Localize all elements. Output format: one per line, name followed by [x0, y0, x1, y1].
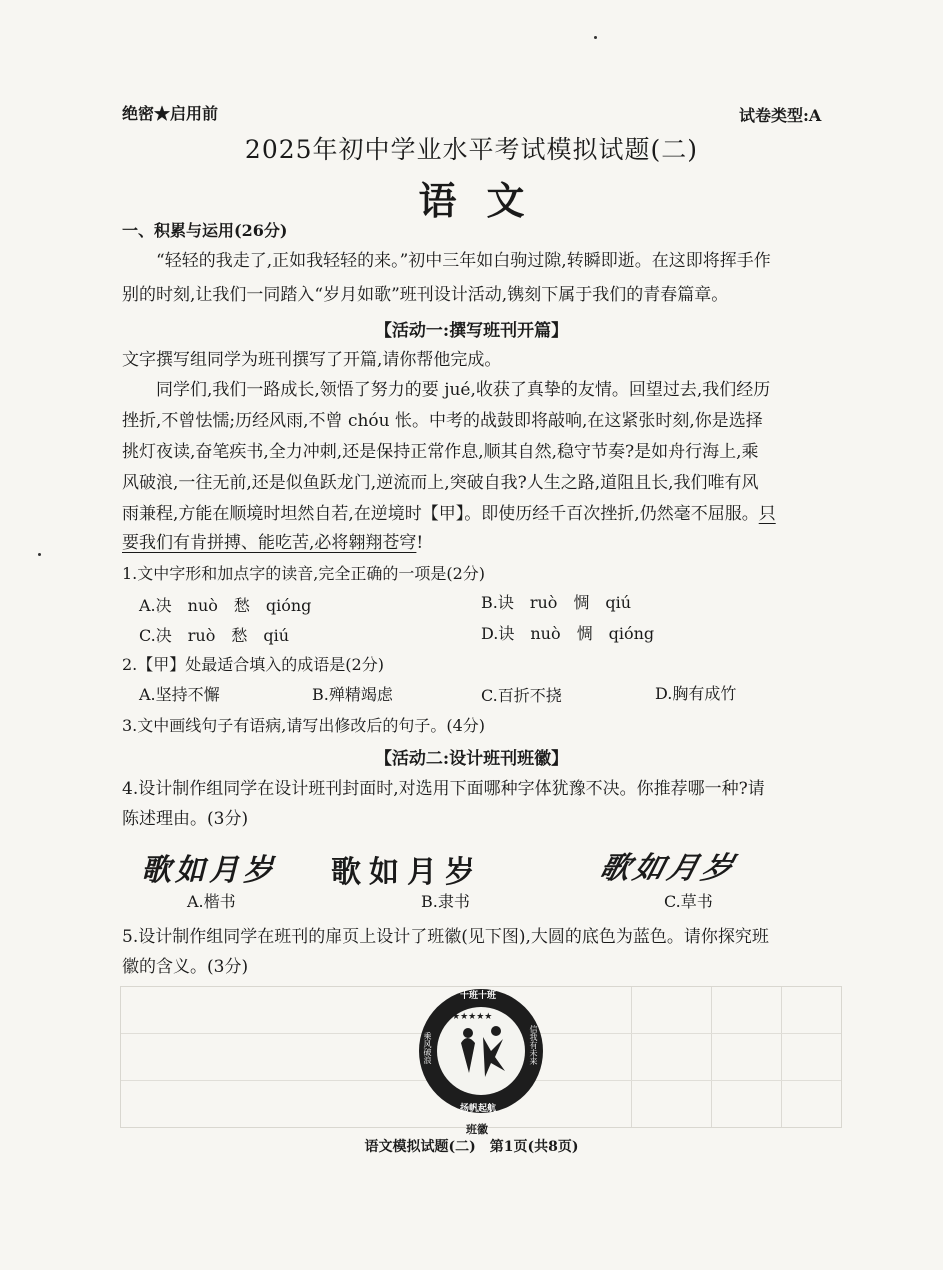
speck: [38, 553, 41, 556]
passage-line-3: 挑灯夜读,奋笔疾书,全力冲刺,还是保持正常作息,顺其自然,稳守节奏?是如舟行海上,乘: [122, 442, 759, 462]
q2-option-a: A.坚持不懈: [139, 685, 220, 704]
kaishu-label: A.楷书: [187, 892, 236, 911]
svg-text:★★★★★: ★★★★★: [452, 1012, 493, 1022]
underlined-start: 只: [758, 504, 776, 524]
q1-option-c: C.决 ruò 愁 qiú: [139, 626, 290, 645]
intro-line-1: “轻轻的我走了,正如我轻轻的来。”初中三年如白驹过隙,转瞬即逝。在这即将挥手作: [156, 251, 771, 271]
q1-option-a: A.决 nuò 愁 qióng: [139, 596, 312, 615]
activity-2-heading: 【活动二:设计班刊班徽】: [374, 749, 569, 769]
task-intro: 文字撰写组同学为班刊撰写了开篇,请你帮他完成。: [122, 350, 502, 370]
question-1: 1.文中字形和加点字的读音,完全正确的一项是(2分): [122, 564, 486, 583]
kaishu-sample: 歌如月岁: [141, 853, 277, 888]
question-3: 3.文中画线句子有语病,请写出修改后的句子。(4分): [122, 716, 486, 735]
passage-end: !: [416, 533, 424, 553]
page-footer: 语文模拟试题(二) 第1页(共8页): [364, 1139, 579, 1155]
class-badge: [416, 985, 546, 1145]
q2-option-b: B.殚精竭虑: [312, 685, 393, 704]
passage-line-1: 同学们,我们一路成长,领悟了努力的要 jué,收获了真挚的友情。回望过去,我们经历: [156, 380, 771, 400]
q2-option-c: C.百折不挠: [481, 686, 562, 705]
subject-title: 语文: [418, 178, 555, 223]
secret-label: 绝密★启用前: [122, 104, 219, 123]
badge-bottom-text: 扬帆起航: [460, 1104, 497, 1114]
badge-top-text: 十班十班: [460, 991, 497, 1001]
caoshu-sample: 歌如月岁: [595, 851, 741, 886]
q1-option-b: B.诀 ruò 惆 qiú: [481, 593, 632, 612]
speck: [594, 36, 597, 39]
passage-line-5-text: 雨兼程,方能在顺境时坦然自若,在逆境时【甲】。即使历经千百次挫折,仍然毫不屈服。: [122, 504, 759, 524]
question-4-line-2: 陈述理由。(3分): [122, 809, 249, 829]
q2-option-d: D.胸有成竹: [655, 684, 737, 703]
question-2: 2.【甲】处最适合填入的成语是(2分): [122, 655, 384, 674]
activity-1-heading: 【活动一:撰写班刊开篇】: [374, 321, 569, 341]
q1-option-d: D.诀 nuò 惆 qióng: [481, 624, 655, 643]
badge-caption: 班徽: [466, 1123, 488, 1136]
paper-type: 试卷类型:A: [739, 106, 822, 125]
underlined-sentence: 要我们有肯拼搏、能吃苦,必将翱翔苍穹: [122, 533, 417, 553]
lishu-label: B.隶书: [421, 892, 470, 911]
intro-line-2: 别的时刻,让我们一同踏入“岁月如歌”班刊设计活动,镌刻下属于我们的青春篇章。: [122, 285, 729, 305]
badge-right-text: 信我有未来: [529, 1025, 538, 1065]
exam-title: 2025年初中学业水平考试模拟试题(二): [244, 135, 699, 164]
passage-line-6: [122, 526, 840, 560]
badge-left-text: 乘风破浪: [423, 1032, 432, 1064]
section-heading: 一、积累与运用(26分): [122, 221, 288, 240]
question-5-line-2: 徽的含义。(3分): [122, 957, 249, 977]
passage-line-2: 挫折,不曾怯懦;历经风雨,不曾 chóu 怅。中考的战鼓即将敲响,在这紧张时刻,你是选择: [122, 411, 763, 431]
lishu-sample: 歌如月岁: [331, 855, 483, 890]
passage-line-4: 风破浪,一往无前,还是似鱼跃龙门,逆流而上,突破自我?人生之路,道阻且长,我们唯有风: [122, 473, 759, 493]
caoshu-label: C.草书: [664, 892, 713, 911]
question-5-line-1: 5.设计制作组同学在班刊的扉页上设计了班徽(见下图),大圆的底色为蓝色。请你探究班: [122, 927, 769, 947]
question-4-line-1: 4.设计制作组同学在设计班刊封面时,对选用下面哪种字体犹豫不决。你推荐哪一种?请: [122, 779, 765, 799]
